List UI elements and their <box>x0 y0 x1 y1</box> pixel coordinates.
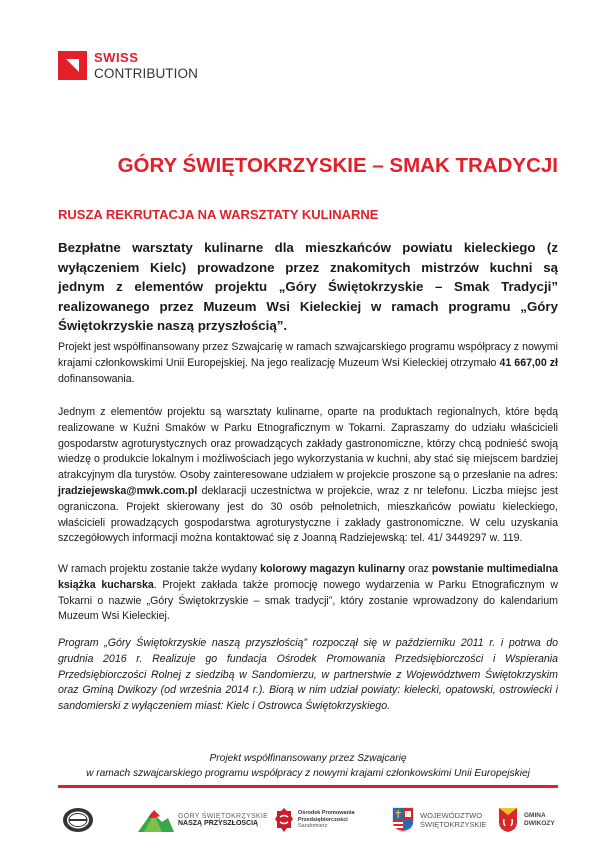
cookbook-highlight: powstanie multimedialna książka kucharska <box>58 563 558 591</box>
voivodeship-coat-of-arms-icon <box>392 807 414 833</box>
gory-swietokrzyskie-logo: GÓRY ŚWIĘTOKRZYSKIE NASZĄ PRZYSZŁOŚCIĄ <box>138 800 268 840</box>
page-title: GÓRY ŚWIĘTOKRZYSKIE – SMAK TRADYCJI <box>117 154 558 177</box>
contact-email-link[interactable]: jradziejewska@mwk.com.pl <box>58 484 198 497</box>
museum-seal-icon <box>62 807 94 833</box>
lead-paragraph: Bezpłatne warsztaty kulinarne dla mieszkańców powiatu kieleckiego (z wyłączeniem Kielc) prowadzone przez znakomitych mistrzów kuchni są jednym z elementów projektu „Góry Świętokrzyskie – Smak Tradycji” realizowanego przez Muzeum Wsi Kieleckiej w ramach programu „Góry Świętokrzyskie naszą przyszłością”. <box>58 240 558 334</box>
publications-paragraph: W ramach projektu zostanie także wydany kolorowy magazyn kulinarny oraz powstanie multimedialna książka kucharska. Projekt zakłada także promocję nowego wydarzenia w Parku Etnograficznym w Tokarni o nazwie „Góry Świętokrzyskie – smak tradycji”, który zostanie wprowadzony do kalendarium Muzeum Wsi Kieleckiej. <box>58 563 558 623</box>
footer-divider <box>58 785 558 788</box>
workshops-paragraph: Jednym z elementów projektu są warsztaty kulinarne, oparte na produktach regionalnych, które będą realizowane w Kuźni Smaków w Parku Etnograficznym w Tokarni. Zapraszamy do udziału właścicieli gospodarstw agroturystycznych oraz prowadzących zakłady gastronomiczne, którzy chcą podnieść swoją wiedzę o produkcie lokalnym i możliwościach jego wykorzystania w kuchni, aby stać się miejscem bardziej atrakcyjnym dla turystów. Osoby zainteresowane udziałem w projekcie proszone są o przesłanie na adres: jradziejewska@mwk.com.pl deklaracji uczestnictwa w projekcie, wraz z nr telefonu. Liczba miejsc jest ograniczona. Projekt skierowany jest do 30 osób pełnoletnich, mieszkańców powiatu kieleckiego, właścicieli prowadzących gospodarstwa agroturystyczne i zakłady gastronomiczne. W celu uzyskania szczegółowych informacji można kontaktować się z Joanną Radziejewską: tel. 41/ 3449297 w. 119. <box>58 406 558 545</box>
page-subtitle: RUSZA REKRUTACJA NA WARSZTATY KULINARNE <box>58 207 379 222</box>
osrodek-promowania-logo: Ośrodek Promowania Przedsiębiorczości Sandomierz <box>274 800 355 840</box>
logo-swiss-text: SWISS <box>94 50 139 65</box>
museum-seal-logo <box>62 800 94 840</box>
funding-paragraph: Projekt jest współfinansowany przez Szwajcarię w ramach szwajcarskiego programu współpracy z nowymi krajami członkowskimi Unii Europejskiej. Na jego realizację Muzeum Wsi Kieleckiej otrzymało 41 667,00 zł dofinansowania. <box>58 341 558 385</box>
magazine-highlight: kolorowy magazyn kulinarny <box>260 563 406 575</box>
cofinancing-footnote: Projekt współfinansowany przez Szwajcarię w ramach szwajcarskiego programu współpracy z nowymi krajami członkowskimi Unii Europejskiej <box>86 753 530 779</box>
logo-contribution-text: CONTRIBUTION <box>94 66 198 81</box>
wojewodztwo-swietokrzyskie-logo: WOJEWÓDZTWO ŚWIĘTOKRZYSKIE <box>392 800 487 840</box>
partner-logos <box>58 800 558 840</box>
mountains-icon <box>138 808 174 832</box>
osrodek-emblem-icon <box>274 807 294 833</box>
funding-amount: 41 667,00 zł <box>499 356 558 369</box>
swiss-flag-icon <box>58 51 87 80</box>
gmina-dwikozy-logo: GMINA DWIKOZY <box>498 800 555 840</box>
program-info-paragraph: Program „Góry Świętokrzyskie naszą przyszłością” rozpoczął się w październiku 2011 r. i potrwa do grudnia 2016 r. Realizuje go fundacja Ośrodek Promowania Przedsiębiorczości i Wspierania Przedsiębiorczości Rolnej z siedzibą w Sandomierzu, w partnerstwie z Województwem Świętokrzyskim oraz Gminą Dwikozy (od września 2014 r.). Biorą w nim udział powiaty: kielecki, opatowski, ostrowiecki i sandomierski z wyłączeniem miast: Kielc i Ostrowca Świętokrzyskiego. <box>58 637 558 713</box>
dwikozy-coat-of-arms-icon <box>498 807 518 833</box>
swiss-contribution-logo <box>58 51 198 81</box>
